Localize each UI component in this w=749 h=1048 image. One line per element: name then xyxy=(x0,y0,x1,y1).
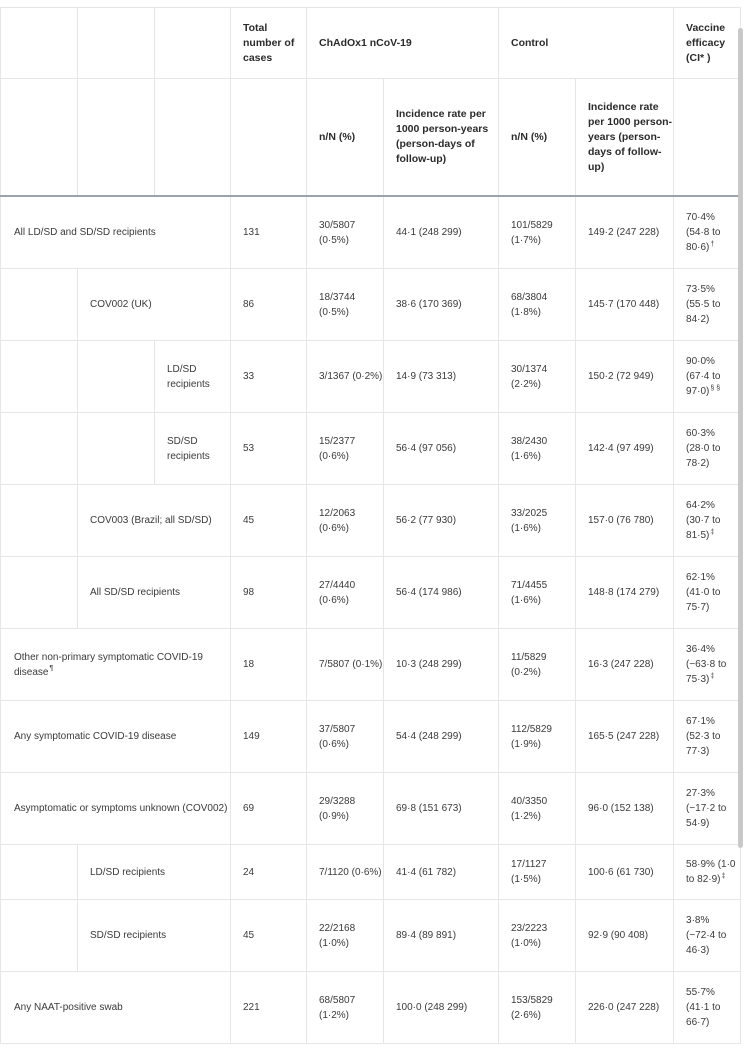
header-blank-6 xyxy=(155,79,231,197)
row-efficacy xyxy=(674,341,741,413)
footnote-mark: ‡ xyxy=(721,872,726,880)
footnote-mark: ‡ xyxy=(710,528,715,536)
indent-cell xyxy=(1,269,78,341)
row-control-n: 153/5829 (2·6%) xyxy=(499,972,576,1044)
table-row xyxy=(1,845,741,900)
row-control-n: 71/4455 (1·6%) xyxy=(499,557,576,629)
row-label: Any symptomatic COVID-19 disease xyxy=(1,701,231,773)
header-vaccine-incidence: Incidence rate per 1000 person-years (person-days of follow-up) xyxy=(384,79,499,197)
row-efficacy xyxy=(674,701,741,773)
row-label: All SD/SD recipients xyxy=(78,557,231,629)
table-row xyxy=(1,972,741,1044)
row-vaccine-rate: 10·3 (248 299) xyxy=(384,629,499,701)
row-efficacy xyxy=(674,485,741,557)
indent-cell xyxy=(1,557,78,629)
header-row-2 xyxy=(1,79,741,197)
row-total: 86 xyxy=(231,269,307,341)
row-label-text: Other non-primary symptomatic COVID-19 disease xyxy=(14,651,203,678)
efficacy-value: 55·7% (41·1 to 66·7) xyxy=(686,987,721,1028)
row-control-rate: 100·6 (61 730) xyxy=(576,845,674,900)
row-vaccine-n: 18/3744 (0·5%) xyxy=(307,269,384,341)
table-row xyxy=(1,900,741,972)
row-total: 18 xyxy=(231,629,307,701)
row-efficacy xyxy=(674,972,741,1044)
row-label: SD/SD recipients xyxy=(155,413,231,485)
efficacy-value: 60·3% (28·0 to 78·2) xyxy=(686,428,721,469)
row-vaccine-n: 7/5807 (0·1%) xyxy=(307,629,384,701)
indent-cell xyxy=(1,845,78,900)
row-control-n: 11/5829 (0·2%) xyxy=(499,629,576,701)
row-vaccine-rate: 38·6 (170 369) xyxy=(384,269,499,341)
header-blank-1 xyxy=(1,8,78,79)
header-control-incidence: Incidence rate per 1000 person-years (person-days of follow-up) xyxy=(576,79,674,197)
header-control-n: n/N (%) xyxy=(499,79,576,197)
row-vaccine-n: 30/5807 (0·5%) xyxy=(307,196,384,269)
row-vaccine-rate: 44·1 (248 299) xyxy=(384,196,499,269)
table-row xyxy=(1,196,741,269)
efficacy-value: 27·3% (−17·2 to 54·9) xyxy=(686,788,727,829)
header-vaccine-group: ChAdOx1 nCoV-19 xyxy=(307,8,499,79)
header-blank-3 xyxy=(155,8,231,79)
header-vaccine-efficacy: Vaccine efficacy (CI* ) xyxy=(674,8,741,79)
row-control-rate: 96·0 (152 138) xyxy=(576,773,674,845)
footnote-mark: † xyxy=(710,240,715,248)
row-vaccine-n: 22/2168 (1·0%) xyxy=(307,900,384,972)
indent-cell xyxy=(78,341,155,413)
row-vaccine-rate: 100·0 (248 299) xyxy=(384,972,499,1044)
row-vaccine-rate: 56·2 (77 930) xyxy=(384,485,499,557)
header-row-1 xyxy=(1,8,741,79)
efficacy-value: 67·1% (52·3 to 77·3) xyxy=(686,716,721,757)
row-control-rate: 16·3 (247 228) xyxy=(576,629,674,701)
row-control-n: 68/3804 (1·8%) xyxy=(499,269,576,341)
table-row xyxy=(1,341,741,413)
row-control-rate: 165·5 (247 228) xyxy=(576,701,674,773)
row-vaccine-rate: 14·9 (73 313) xyxy=(384,341,499,413)
row-vaccine-rate: 56·4 (174 986) xyxy=(384,557,499,629)
row-vaccine-rate: 54·4 (248 299) xyxy=(384,701,499,773)
row-control-rate: 226·0 (247 228) xyxy=(576,972,674,1044)
efficacy-value: 73·5% (55·5 to 84·2) xyxy=(686,284,721,325)
row-control-n: 40/3350 (1·2%) xyxy=(499,773,576,845)
row-efficacy xyxy=(674,845,741,900)
row-efficacy xyxy=(674,900,741,972)
row-control-n: 101/5829 (1·7%) xyxy=(499,196,576,269)
row-vaccine-n: 27/4440 (0·6%) xyxy=(307,557,384,629)
efficacy-value: 36·4% (−63·8 to 75·3) xyxy=(686,644,727,685)
indent-cell xyxy=(1,900,78,972)
row-control-n: 30/1374 (2·2%) xyxy=(499,341,576,413)
row-vaccine-rate: 69·8 (151 673) xyxy=(384,773,499,845)
row-control-n: 17/1127 (1·5%) xyxy=(499,845,576,900)
row-label xyxy=(1,629,231,701)
row-vaccine-n: 37/5807 (0·6%) xyxy=(307,701,384,773)
footnote-mark: ‡ xyxy=(710,672,715,680)
row-control-rate: 157·0 (76 780) xyxy=(576,485,674,557)
header-vaccine-n: n/N (%) xyxy=(307,79,384,197)
row-control-rate: 92·9 (90 408) xyxy=(576,900,674,972)
row-total: 149 xyxy=(231,701,307,773)
row-control-n: 38/2430 (1·6%) xyxy=(499,413,576,485)
row-control-rate: 148·8 (174 279) xyxy=(576,557,674,629)
row-control-n: 33/2025 (1·6%) xyxy=(499,485,576,557)
row-label: COV003 (Brazil; all SD/SD) xyxy=(78,485,231,557)
efficacy-value: 58·9% (1·0 to 82·9) xyxy=(686,859,736,885)
row-total: 33 xyxy=(231,341,307,413)
footnote-mark: § § xyxy=(710,384,721,392)
row-label: COV002 (UK) xyxy=(78,269,231,341)
row-control-rate: 142·4 (97 499) xyxy=(576,413,674,485)
row-efficacy xyxy=(674,196,741,269)
row-label: All LD/SD and SD/SD recipients xyxy=(1,196,231,269)
indent-cell xyxy=(1,485,78,557)
row-control-rate: 145·7 (170 448) xyxy=(576,269,674,341)
row-label: LD/SD recipients xyxy=(78,845,231,900)
table-row xyxy=(1,773,741,845)
table-row xyxy=(1,269,741,341)
row-vaccine-rate: 89·4 (89 891) xyxy=(384,900,499,972)
table-row xyxy=(1,557,741,629)
row-total: 221 xyxy=(231,972,307,1044)
header-blank-5 xyxy=(78,79,155,197)
row-control-n: 112/5829 (1·9%) xyxy=(499,701,576,773)
vertical-scrollbar[interactable] xyxy=(738,28,743,848)
header-control-group: Control xyxy=(499,8,674,79)
row-control-n: 23/2223 (1·0%) xyxy=(499,900,576,972)
efficacy-value: 62·1% (41·0 to 75·7) xyxy=(686,572,721,613)
header-blank-4 xyxy=(1,79,78,197)
table-row xyxy=(1,701,741,773)
footnote-mark: ¶ xyxy=(49,665,54,673)
header-blank-7 xyxy=(231,79,307,197)
row-vaccine-n: 68/5807 (1·2%) xyxy=(307,972,384,1044)
row-label: LD/SD recipients xyxy=(155,341,231,413)
row-efficacy xyxy=(674,269,741,341)
row-total: 53 xyxy=(231,413,307,485)
efficacy-value: 90·0% (67·4 to 97·0) xyxy=(686,356,721,397)
row-vaccine-n: 29/3288 (0·9%) xyxy=(307,773,384,845)
header-blank-8 xyxy=(674,79,741,197)
results-table-container xyxy=(0,7,740,1044)
indent-cell xyxy=(1,341,78,413)
table-row xyxy=(1,629,741,701)
row-control-rate: 150·2 (72 949) xyxy=(576,341,674,413)
row-efficacy xyxy=(674,413,741,485)
row-vaccine-n: 15/2377 (0·6%) xyxy=(307,413,384,485)
row-vaccine-n: 7/1120 (0·6%) xyxy=(307,845,384,900)
table-row xyxy=(1,485,741,557)
row-total: 45 xyxy=(231,900,307,972)
indent-cell xyxy=(78,413,155,485)
row-total: 24 xyxy=(231,845,307,900)
efficacy-value: 64·2% (30·7 to 81·5) xyxy=(686,500,721,541)
indent-cell xyxy=(1,413,78,485)
row-vaccine-n: 3/1367 (0·2%) xyxy=(307,341,384,413)
row-total: 69 xyxy=(231,773,307,845)
efficacy-value: 3·8% (−72·4 to 46·3) xyxy=(686,915,727,956)
table-row xyxy=(1,413,741,485)
row-label: SD/SD recipients xyxy=(78,900,231,972)
efficacy-value: 70·4% (54·8 to 80·6) xyxy=(686,212,721,253)
row-efficacy xyxy=(674,557,741,629)
row-control-rate: 149·2 (247 228) xyxy=(576,196,674,269)
row-efficacy xyxy=(674,629,741,701)
row-total: 45 xyxy=(231,485,307,557)
header-blank-2 xyxy=(78,8,155,79)
row-total: 98 xyxy=(231,557,307,629)
results-table xyxy=(0,7,741,1044)
row-total: 131 xyxy=(231,196,307,269)
row-vaccine-rate: 41·4 (61 782) xyxy=(384,845,499,900)
row-label: Asymptomatic or symptoms unknown (COV002) xyxy=(1,773,231,845)
row-label: Any NAAT-positive swab xyxy=(1,972,231,1044)
row-vaccine-rate: 56·4 (97 056) xyxy=(384,413,499,485)
header-total-cases: Total number of cases xyxy=(231,8,307,79)
row-vaccine-n: 12/2063 (0·6%) xyxy=(307,485,384,557)
row-efficacy xyxy=(674,773,741,845)
